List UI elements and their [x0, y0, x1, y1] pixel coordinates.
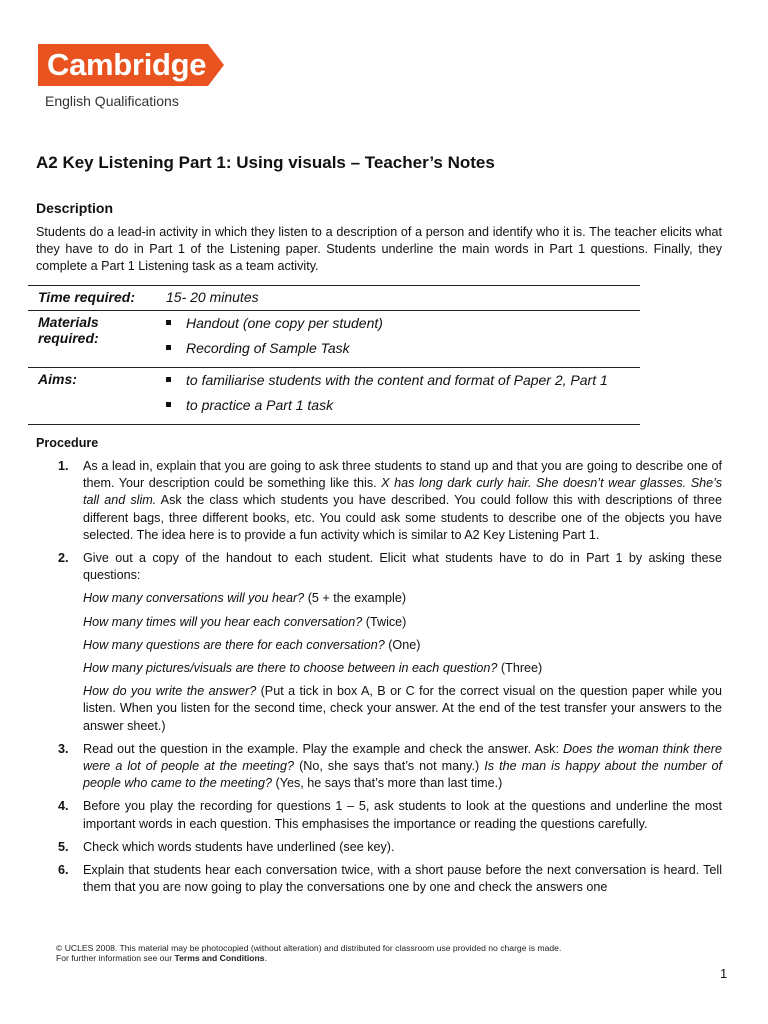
page-title: A2 Key Listening Part 1: Using visuals – Teacher’s Notes: [36, 153, 495, 172]
terms-link[interactable]: Terms and Conditions: [174, 953, 265, 963]
description-heading: Description: [36, 200, 114, 216]
procedure-list: [36, 458, 722, 902]
procedure-step-1: [36, 458, 722, 544]
step-text: Read out the question in the example. Play the example and check the answer. Ask:: [83, 741, 564, 756]
list-item: Handout (one copy per student): [166, 314, 640, 339]
terms-suffix: .: [264, 953, 267, 963]
step-example-description: X has long dark curly hair. She doesn’t wear glasses. She’s tall and slim.: [83, 476, 722, 508]
question-text: How many pictures/visuals are there to choose between in each question?: [83, 661, 498, 676]
question-text: How many conversations will you hear?: [83, 591, 305, 606]
procedure-step-4: [36, 798, 722, 832]
step-answer: (Yes, he says that’s more than last time.): [272, 776, 503, 791]
step-text: As a lead in, explain that you are going to ask three students to stand up and that you are going to describe one of them. Your description could be something like this.: [83, 459, 722, 491]
copyright-text: © UCLES 2008. This material may be photocopied (without alteration) and distributed for classroom use provided no charge is made.: [56, 943, 562, 953]
time-label: Time required:: [38, 289, 135, 305]
procedure-step-2: [36, 550, 722, 584]
question-2: [36, 614, 722, 631]
page-number: 1: [720, 966, 728, 981]
step-number: 5.: [58, 839, 69, 854]
question-1: [36, 590, 722, 607]
question-answer: (Put a tick in box A, B or C for the correct visual on the question paper while you listen. When you listen for the second time, check your answer. At the end of the test transfer your answers to the answer sheet.): [83, 684, 722, 733]
materials-list-cell: [166, 311, 640, 368]
step-number: 3.: [58, 741, 69, 756]
step-number: 6.: [58, 863, 69, 878]
time-value: 15- 20 minutes: [166, 289, 259, 305]
aims-list: [166, 371, 640, 420]
logo-text: Cambridge: [47, 47, 207, 82]
time-row: [28, 286, 640, 311]
procedure-step-5: [36, 839, 722, 856]
materials-label-line2: required:: [38, 330, 99, 346]
aims-label: Aims:: [38, 371, 77, 387]
question-answer: (Twice): [362, 614, 407, 629]
step-number: 1.: [58, 459, 69, 473]
procedure-step-6: [36, 862, 722, 896]
materials-row: [28, 311, 640, 368]
list-item: to practice a Part 1 task: [166, 396, 640, 421]
terms-prefix: For further information see our: [56, 953, 175, 963]
step-question: Is the man is happy about the number of people who came to the meeting?: [83, 759, 723, 791]
question-text: How many questions are there for each conversation?: [83, 637, 385, 652]
step-text: Ask the class which students you have described. You could follow this with descriptions of three different bags, three different books, etc. You could ask some students to describe one of the objects you have selected. The idea here is to provide a fun activity which is similar to A2 Key Listening Part 1.: [83, 493, 722, 542]
terms-line: [56, 953, 561, 963]
list-item: Recording of Sample Task: [166, 339, 640, 364]
step-text: Explain that students hear each conversation twice, with a short pause before the next conversation is heard. Tell them that you are now going to play the conversations one by one and check the answers one: [83, 863, 722, 895]
step-text: Give out a copy of the handout to each student. Elicit what students have to do in Part 1 by asking these questions:: [83, 551, 722, 583]
step-question: Does the woman think there were a lot of people at the meeting?: [83, 741, 722, 774]
step-answer: (No, she says that’s not many.): [294, 759, 485, 774]
materials-list: [166, 314, 640, 363]
description-text: Students do a lead-in activity in which they listen to a description of a person and identify who it is. The teacher elicits what they have to do in Part 1 of the Listening paper. Students underline the main words in Part 1 questions. Finally, they complete a Part 1 Listening task as a team activity.: [36, 225, 722, 274]
step-number: 4.: [58, 799, 69, 814]
info-table: [28, 285, 640, 425]
question-answer: (5 + the example): [304, 591, 407, 606]
list-item: to familiarise students with the content and format of Paper 2, Part 1: [166, 371, 640, 396]
step-text: Check which words students have underlined (see key).: [83, 839, 395, 854]
question-3: [36, 637, 722, 654]
procedure-heading: Procedure: [36, 436, 99, 450]
question-answer: (Three): [497, 661, 543, 676]
logo-subtitle: English Qualifications: [45, 93, 179, 109]
question-answer: (One): [384, 637, 421, 652]
step-text: Before you play the recording for questions 1 – 5, ask students to look at the questions and underline the most important words in each question. This emphasises the importance or reading the questions carefully.: [83, 799, 722, 831]
aims-list-cell: [166, 368, 640, 425]
materials-label: [28, 311, 166, 368]
question-4: [36, 660, 722, 677]
procedure-step-3: [36, 741, 722, 793]
materials-label-line1: Materials: [38, 314, 99, 330]
step-number: 2.: [58, 551, 69, 566]
cambridge-logo: [38, 44, 224, 86]
question-text: How do you write the answer?: [83, 684, 257, 699]
question-text: How many times will you hear each conversation?: [83, 614, 363, 629]
question-5: [36, 683, 722, 735]
aims-row: [28, 368, 640, 425]
copyright-footer: [56, 943, 561, 963]
